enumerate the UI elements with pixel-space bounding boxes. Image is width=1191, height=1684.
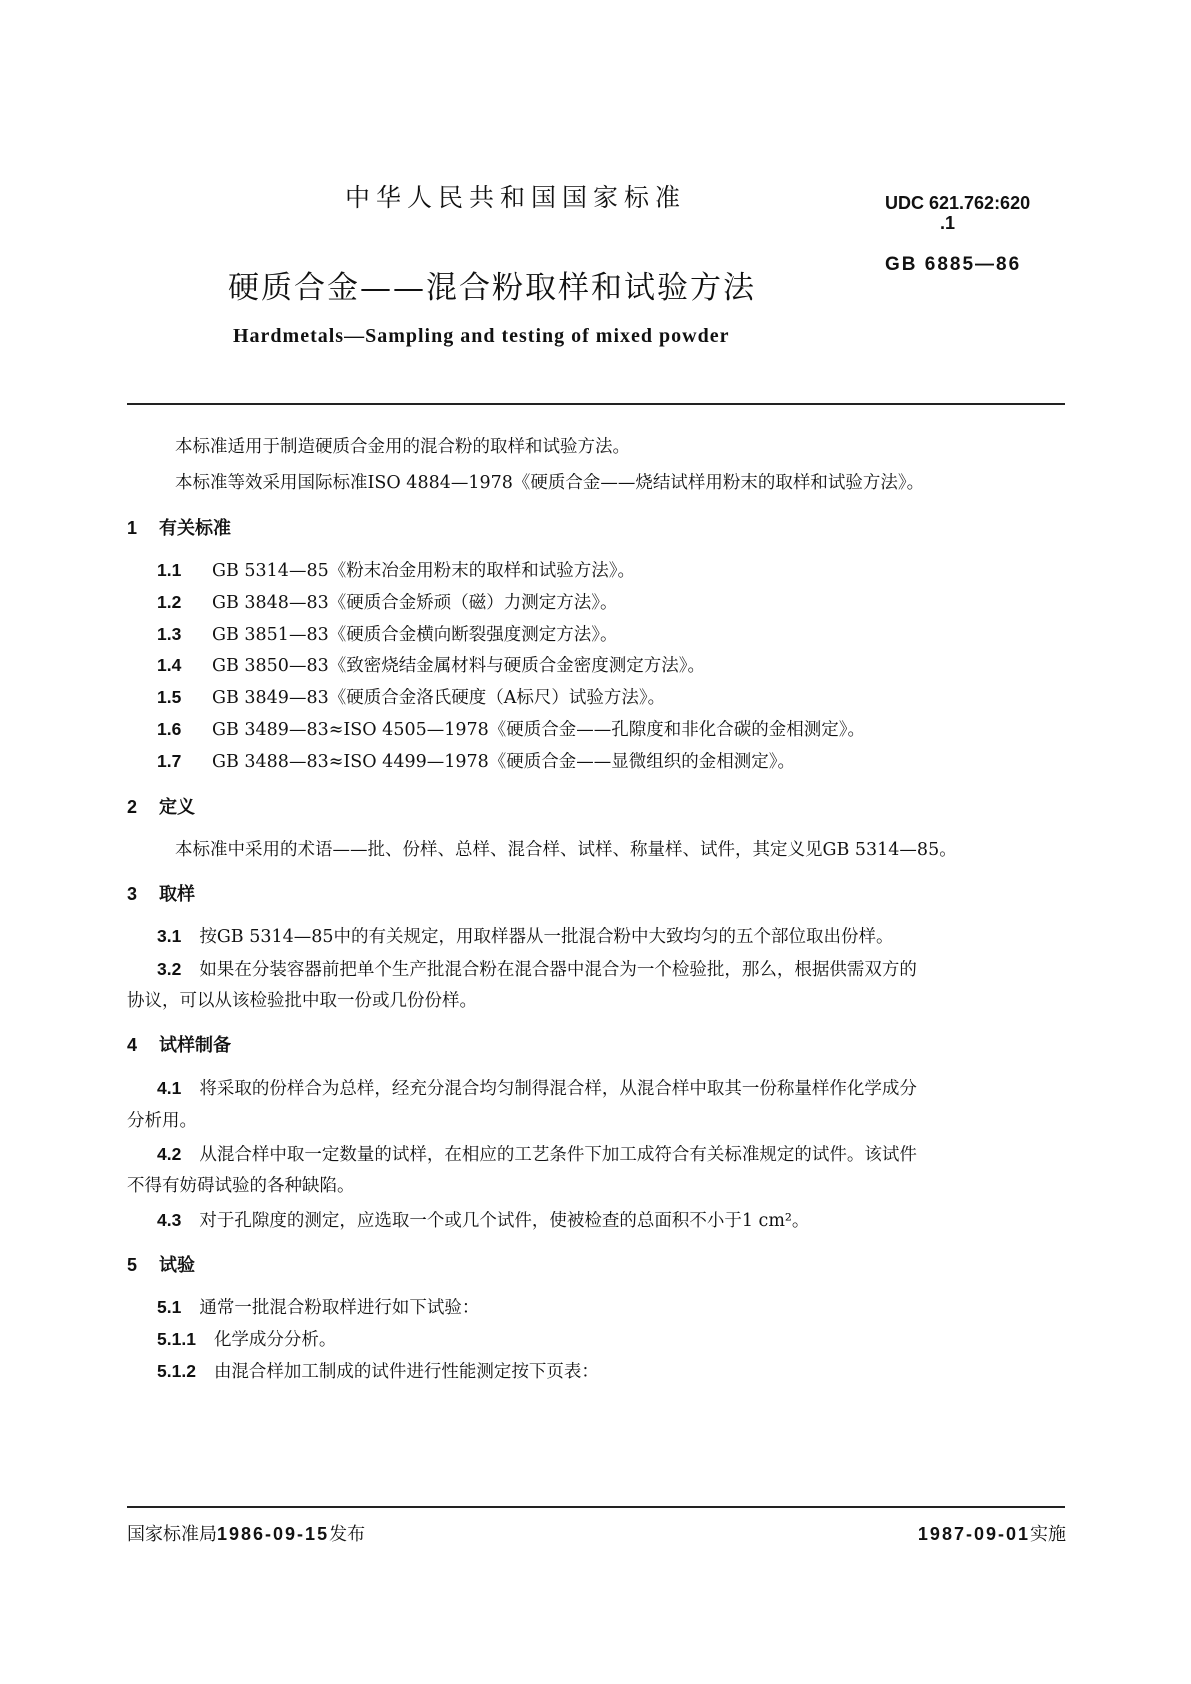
issue-suffix: 发布	[329, 1524, 366, 1545]
section-title: 试验	[159, 1255, 196, 1276]
definition-text: 本标准中采用的术语——批、份样、总样、混合样、试样、称量样、试件，其定义见GB 5314—85。	[175, 840, 957, 860]
issuer: 国家标准局	[127, 1524, 217, 1545]
clause-number: 4.1	[157, 1078, 182, 1098]
clause-text: GB 3850—83《致密烧结金属材料与硬质合金密度测定方法》。	[212, 656, 705, 676]
clause-text: GB 3849—83《硬质合金洛氏硬度（A标尺）试验方法》。	[212, 688, 666, 708]
footer-divider	[127, 1506, 1065, 1508]
clause-text: 对于孔隙度的测定，应选取一个或几个试件，使被检查的总面积不小于1 cm²。	[199, 1211, 810, 1231]
clause-text: GB 3848—83《硬质合金矫顽（磁）力测定方法》。	[212, 593, 618, 613]
reference-item	[157, 684, 665, 709]
section-title: 试样制备	[159, 1035, 232, 1056]
clause-number: 5.1.2	[157, 1361, 196, 1381]
clause-number: 4.2	[157, 1144, 182, 1164]
section-heading-4	[127, 1031, 231, 1057]
intro-scope: 本标准适用于制造硬质合金用的混合粉的取样和试验方法。	[175, 437, 630, 457]
clause-3-2-continued: 协议，可以从该检验批中取一份或几份份样。	[127, 991, 477, 1011]
reference-item	[157, 652, 705, 677]
clause-text: GB 3488—83≈ISO 4499—1978《硬质合金——显微组织的金相测定》。	[212, 752, 796, 772]
effective-date: 1987-09-01	[917, 1524, 1030, 1544]
document-title-en: Hardmetals—Sampling and testing of mixed powder	[233, 325, 730, 347]
gb-number: GB 6885—86	[885, 254, 1022, 275]
clause-4-2-continued: 不得有妨碍试验的各种缺陷。	[127, 1176, 355, 1196]
clause-number: 1.5	[157, 687, 182, 707]
clause-text: GB 5314—85《粉末冶金用粉末的取样和试验方法》。	[212, 561, 635, 581]
udc-code-continued: .1	[940, 213, 956, 233]
clause-text: 将采取的份样合为总样，经充分混合均匀制得混合样，从混合样中取其一份称量样作化学成分	[199, 1079, 917, 1099]
clause-text: GB 3851—83《硬质合金横向断裂强度测定方法》。	[212, 625, 618, 645]
clause-number: 1.4	[157, 655, 182, 675]
section-title: 取样	[159, 884, 196, 905]
clause-number: 1.7	[157, 751, 182, 771]
clause-text: 由混合样加工制成的试件进行性能测定按下页表：	[213, 1362, 599, 1382]
clause-number: 3.2	[157, 959, 182, 979]
clause-3-2	[157, 956, 917, 981]
clause-number: 1.6	[157, 719, 182, 739]
section-title: 有关标准	[159, 518, 232, 539]
clause-number: 5.1	[157, 1297, 182, 1317]
clause-text: 从混合样中取一定数量的试样，在相应的工艺条件下加工成符合有关标准规定的试件。该试件	[199, 1145, 917, 1165]
clause-text: 通常一批混合粉取样进行如下试验：	[199, 1298, 480, 1318]
clause-number: 4.3	[157, 1210, 182, 1230]
section-heading-2	[127, 793, 195, 819]
section-number: 5	[127, 1255, 138, 1275]
header-divider	[127, 403, 1065, 405]
clause-number: 1.3	[157, 624, 182, 644]
clause-5-1	[157, 1294, 479, 1319]
udc-code: UDC 621.762:620	[885, 193, 1031, 213]
section-heading-3	[127, 880, 195, 906]
clause-3-1	[157, 923, 894, 948]
clause-4-1-continued: 分析用。	[127, 1111, 197, 1131]
effective-info	[918, 1520, 1066, 1546]
clause-text: 如果在分装容器前把单个生产批混合粉在混合器中混合为一个检验批，那么，根据供需双方的	[199, 960, 917, 980]
reference-item	[157, 557, 635, 582]
clause-text: 按GB 5314—85中的有关规定，用取样器从一批混合粉中大致均匀的五个部位取出份样。	[199, 927, 894, 947]
section-number: 3	[127, 884, 138, 904]
clause-text: GB 3489—83≈ISO 4505—1978《硬质合金——孔隙度和非化合碳的金相测定》。	[212, 720, 866, 740]
clause-5-1-2	[157, 1358, 599, 1383]
clause-number: 5.1.1	[157, 1329, 196, 1349]
issue-info	[127, 1520, 365, 1546]
clause-number: 3.1	[157, 926, 182, 946]
effective-suffix: 实施	[1030, 1524, 1066, 1545]
section-number: 1	[127, 518, 138, 538]
intro-equivalence: 本标准等效采用国际标准ISO 4884—1978《硬质合金——烧结试样用粉末的取样和试验方法》。	[175, 473, 925, 493]
clause-5-1-1	[157, 1326, 336, 1351]
section-title: 定义	[159, 797, 196, 818]
clause-number: 1.2	[157, 592, 182, 612]
reference-item	[157, 748, 795, 773]
clause-4-3	[157, 1207, 809, 1232]
section-heading-1	[127, 514, 231, 540]
reference-item	[157, 621, 617, 646]
section-number: 2	[127, 797, 138, 817]
reference-item	[157, 589, 617, 614]
document-title-cn: 硬质合金——混合粉取样和试验方法	[228, 270, 756, 306]
national-standard-heading: 中华人民共和国国家标准	[345, 183, 687, 212]
clause-4-2	[157, 1141, 917, 1166]
clause-number: 1.1	[157, 560, 182, 580]
reference-item	[157, 716, 865, 741]
clause-text: 化学成分分析。	[213, 1330, 337, 1350]
clause-4-1	[157, 1075, 917, 1100]
section-heading-5	[127, 1251, 195, 1277]
issue-date: 1986-09-15	[217, 1524, 330, 1544]
section-number: 4	[127, 1035, 138, 1055]
